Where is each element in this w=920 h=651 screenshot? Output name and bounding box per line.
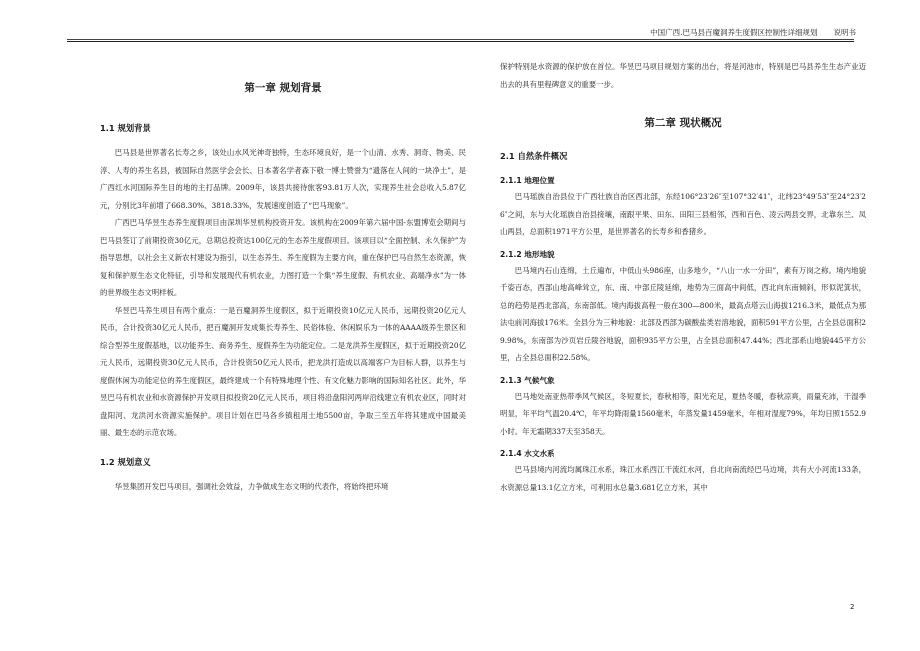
paragraph: 华昱集团开发巴马项目，强调社会效益，力争做成生态文明的代表作，将始终把环境 bbox=[114, 481, 389, 491]
subsection-2-1-4-title: 2.1.4 水文水系 bbox=[500, 449, 555, 458]
chapter-1-title: 第一章 规划背景 bbox=[244, 82, 322, 94]
paragraph: 巴马地处南亚热带季风气候区，冬短夏长，春秋相等，阳光充足，夏热冬暖，春秋凉爽，雨量充沛，干湿季明显，年平均气温20.4℃，年平均降雨量1560毫米，年蒸发量1459毫米，年相对湿度79%，年均日照1552.9小时。年无霜期337天至358天。 bbox=[500, 391, 866, 436]
paragraph: 巴马境内石山连绵，土丘遍布，中低山头986座，山多地少，“八山一水一分田”，素有万岗之称。境内地貌千姿百态，西部山地高峰耸立，东、南、中部丘陵延绵，地势为三面高中间低，西北向东南倾斜，形似泥箕状，总的趋势是西北部高，东南部低。境内海拔高程一般在300—800米，最高点塔云山海拔1216.3米，最低点为那法屯前河海拔176米。全县分为三种地貌：北部及西部为碳酸盐类岩溶地貌，面积591平方公里，占全县总面积29.98%，东南部为沙页岩丘陵谷地貌，面积935平方公里，占全县总面积47.44%；西北部系山地貌445平方公里，占全县总面积22.58%。 bbox=[500, 265, 866, 362]
header-doc-type: 说明书 bbox=[833, 28, 856, 37]
section-1-1-body bbox=[100, 144, 466, 442]
header-text bbox=[650, 27, 856, 38]
header-rule-thick bbox=[67, 41, 854, 42]
header-title: 中国广西.巴马县百魔洞养生度假区控制性详细规划 bbox=[650, 28, 818, 37]
page-header bbox=[0, 0, 920, 44]
paragraph-continuation: 保护特别是水资源的保护放在首位。华昱巴马项目规划方案的出台，将是河池市，特别是巴马县养生生态产业迈出去的具有里程碑意义的重要一步。 bbox=[500, 62, 866, 89]
section-2-1-title: 2.1 自然条件概况 bbox=[500, 151, 568, 161]
section-1-2-title: 1.2 规划意义 bbox=[100, 456, 151, 467]
paragraph: 巴马县是世界著名长寿之乡，该处山水风光神奇独特，生态环境良好，是一个山清、水秀、洞奇、物美、民淳、人寿的养生名县，被国际自然医学会会长、日本著名学者森下敬一博士赞誉为“遗落在人间的一块净土”，是广西红水河国际养生目的地的主打品牌。2009年，该县共接待旅客93.81万人次，实现养生社会总收入5.87亿元，分别比3年前增了668.30%、3818.33%，发展速度创造了“巴马现象”。 bbox=[100, 148, 466, 210]
page-number: 2 bbox=[850, 603, 855, 611]
header-rule-thin bbox=[67, 39, 854, 40]
section-1-1-title: 1.1 规划背景 bbox=[100, 123, 151, 133]
subsection-2-1-1-title: 2.1.1 地理位置 bbox=[500, 176, 555, 185]
right-column bbox=[500, 58, 866, 496]
left-column bbox=[100, 58, 466, 495]
paragraph: 巴马瑶族自治县位于广西壮族自治区西北部，东经106°23′26″至107°32′41″，北纬23°49′53″至24°23′26″之间，东与大化瑶族自治县接壤，南跟平果、田东、田阳三县相邻，西和百色、凌云两县交界，北靠东兰、凤山两县，总面积1971平方公里，是世界著名的长寿乡和香猪乡。 bbox=[500, 192, 866, 236]
subsection-2-1-3-title: 2.1.3 气候气象 bbox=[500, 375, 555, 385]
paragraph: 广西巴马华昱生态养生度假项目由深圳华昱机构投资开发。该机构在2009年第六届中国-东盟博览会期间与巴马县签订了前期投资30亿元，总期总投资达100亿元的生态养生度假项目。该项目以“全面控制、永久保护”为指导思想，以社会主义新农村建设为指引，以生态养生、养生度假为主要方向，重在保护巴马自然生态资源，恢复和保护原生态文化特征，引导和发展现代有机农业，力图打造一个集“养生度假、有机农业、高端净水”为一体的世界级生态文明样板。 bbox=[100, 218, 466, 297]
chapter-2-title: 第二章 现状概况 bbox=[644, 117, 722, 129]
paragraph: 巴马县境内河流均属珠江水系，珠江水系西江干流红水河，自北向南流经巴马边境，共有大小河流133条，水资源总量13.1亿立方米，可利用水总量3.681亿立方米，其中 bbox=[500, 465, 866, 492]
subsection-2-1-2-title: 2.1.2 地形地貌 bbox=[500, 249, 555, 259]
section-1-2-body bbox=[100, 478, 466, 496]
paragraph: 华昱巴马养生项目有两个重点：一是百魔洞养生度假区，拟于近期投资10亿元人民币，远期投资20亿元人民币，合计投资30亿元人民币，把百魔洞开发成集长寿养生、民俗体验、休闲娱乐为一体的AAAA级养生景区和综合型养生度假基地，以功能养生、商务养生、度假养生为功能定位。二是龙洪养生度假区，拟于近期投资20亿元人民币，远期投资30亿元人民币，合计投资50亿元人民币，把龙洪打造成以高端客户为目标人群，以养生与度假休闲为功能定位的养生度假区，最终建成一个有特殊地理个性、有文化魅力影响的国际知名社区。此外，华昱巴马有机农业和水资源保护开发项目拟投资20亿元人民币，项目将沿盘阳河两岸沿线建立有机农业区，同时对盘阳河、龙洪河水资源实施保护。项目计划在巴马各乡镇租用土地5500亩，争取三至五年将其建成中国最美丽、最生态的示范农场。 bbox=[100, 305, 466, 437]
